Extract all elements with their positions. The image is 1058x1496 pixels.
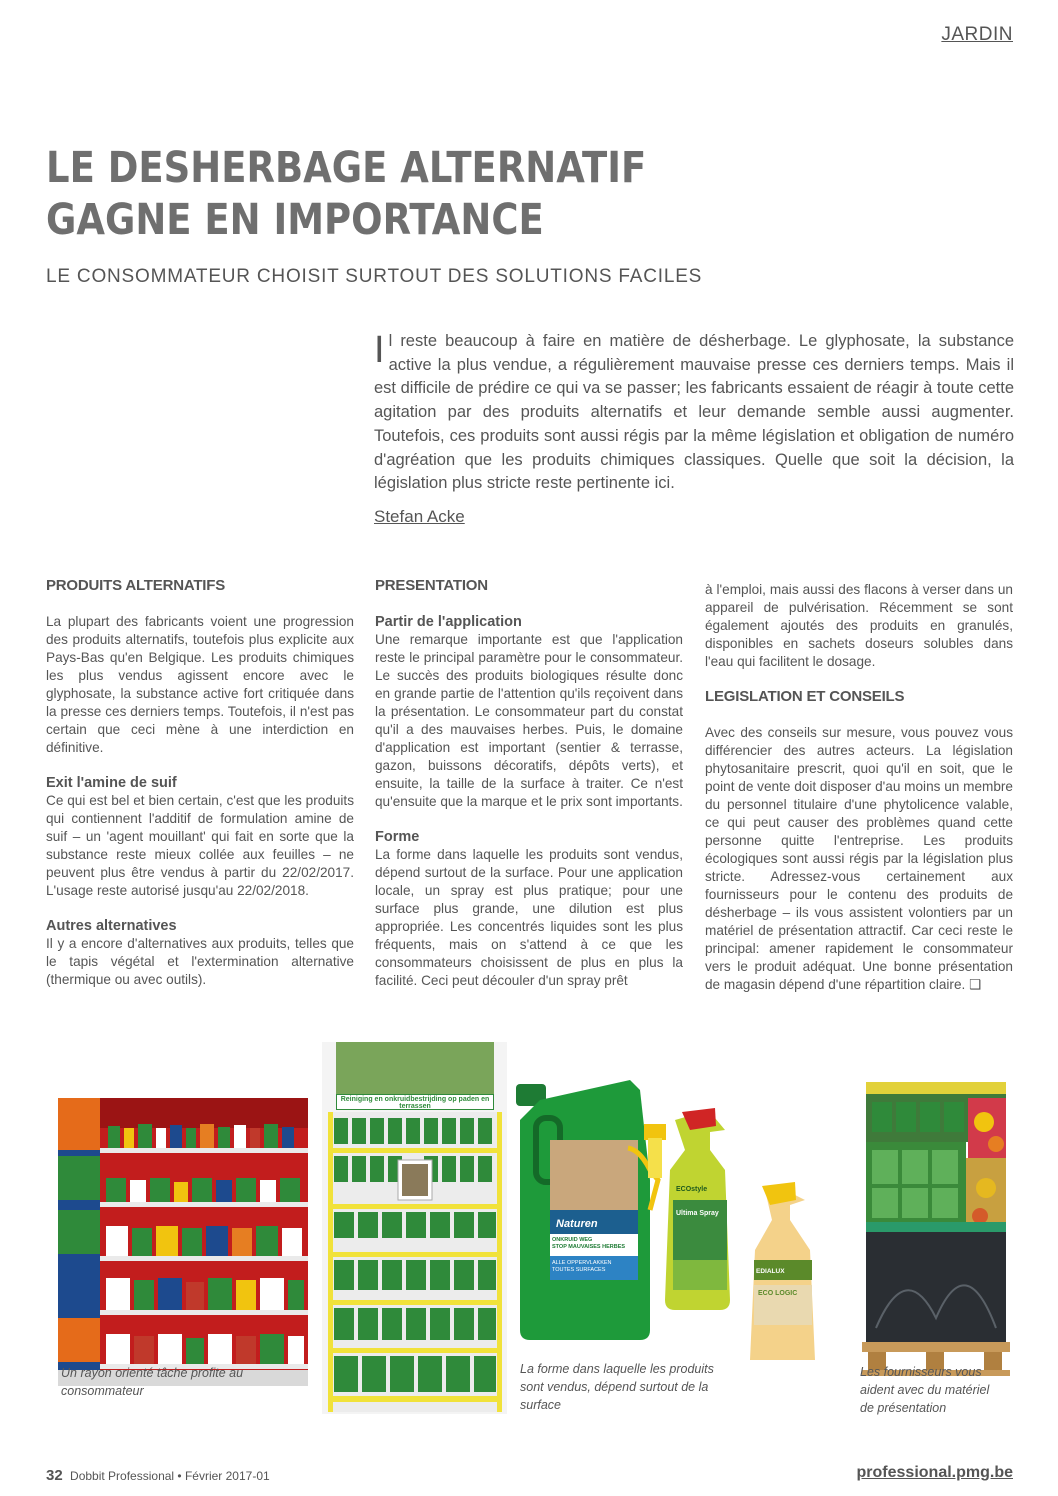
photo-shelf-rack: [58, 1098, 308, 1386]
section-tag: JARDIN: [941, 24, 1013, 45]
bottle-line-2: STOP MAUVAISES HERBES: [552, 1244, 626, 1250]
page-number: 32: [46, 1467, 63, 1484]
intro-paragraph: [374, 330, 1014, 496]
column-3: [705, 581, 1013, 1011]
subheading-exit: Exit l'amine de suif: [46, 775, 177, 791]
subheading-partir: Partir de l'application: [375, 614, 522, 630]
display-shelves: [328, 1112, 502, 1412]
bottle-line-4: TOUTES SURFACES: [552, 1267, 606, 1273]
heading-produits-alternatifs: PRODUITS ALTERNATIFS: [46, 577, 226, 594]
caption-shelf: Un rayon orienté tâche profite au consommateur: [61, 1366, 244, 1398]
paragraph: à l'emploi, mais aussi des flacons à verser dans un appareil de pulvérisation. Récemment se sont également ajoutés des produits en granulés, disponibles en sachets doseurs solubles dans l'eau qui facilitent le dosage.: [705, 582, 1013, 669]
footer-url-link[interactable]: professional.pmg.be: [856, 1464, 1013, 1481]
paragraph: Une remarque importante est que l'application reste le principal paramètre pour le consommateur. Le succès des produits biologiques résulte donc en grande partie de l'attention qu'ils reçoivent dans la présentation. Le consommateur part du constat qu'il a des mauvaises herbes. Puis, le domaine d'application est important (sentier & terrasse, gazon, buissons décoratifs, dépôts verts), et ensuite, la taille de la surface à traiter. Ce n'est qu'ensuite que la marque et le prix sont importants.: [375, 632, 683, 809]
bottle-brand: Naturen: [556, 1218, 598, 1230]
subheading-autres: Autres alternatives: [46, 918, 177, 934]
title-line-2: GAGNE EN IMPORTANCE: [46, 195, 544, 245]
shelf-illustration: [58, 1098, 308, 1386]
caption-pallet: Les fournisseurs vous aident avec du matériel de présentation: [860, 1365, 990, 1415]
heading-presentation: PRESENTATION: [375, 577, 488, 594]
bottle-line-3: ALLE OPPERVLAKKEN: [552, 1260, 612, 1266]
publication-info: Dobbit Professional • Février 2017-01: [70, 1469, 270, 1483]
photo-pallet-display: [856, 1078, 1016, 1378]
column-1: [46, 577, 354, 1006]
spray-edialux-name: ECO LOGIC: [758, 1290, 798, 1297]
display-banner: Reiniging en onkruidbestrijding op paden en terrassen: [336, 1094, 494, 1110]
paragraph: Avec des conseils sur mesure, vous pouvez vous différencier des autres acteurs. La législation phytosanitaire prescrit, quoi qu'il en soit, que le point de vente doit disposer d'au moins un membre du personnel titulaire d'une phytolicence valable, ce qui peut causer des problèmes quand cette personne quitte l'entreprise. Les produits écologiques sont aussi régis par la législation plus stricte. Adressez-vous certainement aux fournisseurs pour le contenu des produits de désherbage – ils vous assistent volontiers par un matériel de présentation attractif. Car ceci reste le principal: amener rapidement le consommateur vers le produit adéquat. Une bonne présentation de magasin dépend d'une répartition claire. ❑: [705, 725, 1013, 992]
heading-legislation: LEGISLATION ET CONSEILS: [705, 688, 905, 705]
spray-ecostyle-name: Ultima Spray: [676, 1210, 719, 1217]
drop-cap: I: [374, 329, 385, 371]
subheading-forme: Forme: [375, 829, 420, 845]
paragraph: La plupart des fabricants voient une progression des produits alternatifs, toutefois plus explicite aux Pays-Bas qu'en Belgique. Les produits chimiques les plus vendus agissent encore avec le glyphosate, la substance active fort critiquée dans la presse ces derniers temps. Toutefois, il n'est pas certain que ceci mène à une interdiction en définitive.: [46, 614, 354, 755]
caption-bottles: La forme dans laquelle les produits sont vendus, dépend surtout de la surface: [520, 1362, 714, 1412]
article-subtitle: LE CONSOMMATEUR CHOISIT SURTOUT DES SOLUTIONS FACILES: [46, 266, 703, 287]
spray-edialux-brand: EDIALUX: [756, 1268, 785, 1275]
paragraph: La forme dans laquelle les produits sont vendus, dépend surtout de la surface. Pour une application locale, un spray est plus pratique; pour une surface plus grande, une dilution est plus appropriée. Les concentrés liquides sont les plus fréquents, mais on s'attend à ce que les consommateurs choisissent de plus en plus la facilité. Ceci peut découler d'un spray prêt: [375, 847, 683, 988]
paragraph: Il y a encore d'alternatives aux produits, telles que le tapis végétal et l'extermination alternative (thermique ou avec outils).: [46, 936, 354, 987]
photo-display-unit: [322, 1042, 507, 1414]
spray-ecostyle-brand: ECOstyle: [676, 1186, 708, 1193]
bottles-illustration: [510, 1060, 840, 1360]
photo-product-bottles: [510, 1060, 840, 1360]
bottle-line-1: ONKRUID WEG: [552, 1237, 593, 1243]
column-2: [375, 577, 683, 1007]
paragraph: Ce qui est bel et bien certain, c'est que les produits qui contiennent l'additif de formulation amine de suif – un 'agent mouillant' qui fait en sorte que la substance reste mieux collée aux feuilles – ne peuvent plus être vendus à partir du 22/02/2017. L'usage reste autorisé jusqu'au 22/02/2018.: [46, 793, 354, 898]
title-line-1: LE DESHERBAGE ALTERNATIF: [46, 143, 647, 193]
intro-text: l reste beaucoup à faire en matière de désherbage. Le glyphosate, la substance active la plus vendue, a régulièrement mauvaise presse ces derniers temps. Mais il est difficile de prédire ce qui va se passer; les fabricants essaient de réagir à toute cette agitation par des produits alternatifs et leur demande semble aussi augmenter. Toutefois, ces produits sont aussi régis par la même législation et obligation de numéro d'agréation que les produits chimiques classiques. Quelle que soit la décision, la législation plus stricte reste pertinente ici.: [374, 332, 1014, 493]
author-link[interactable]: Stefan Acke: [374, 507, 465, 526]
article-title: [46, 142, 820, 246]
pallet-illustration: [856, 1078, 1016, 1378]
footer-left: [46, 1467, 270, 1484]
